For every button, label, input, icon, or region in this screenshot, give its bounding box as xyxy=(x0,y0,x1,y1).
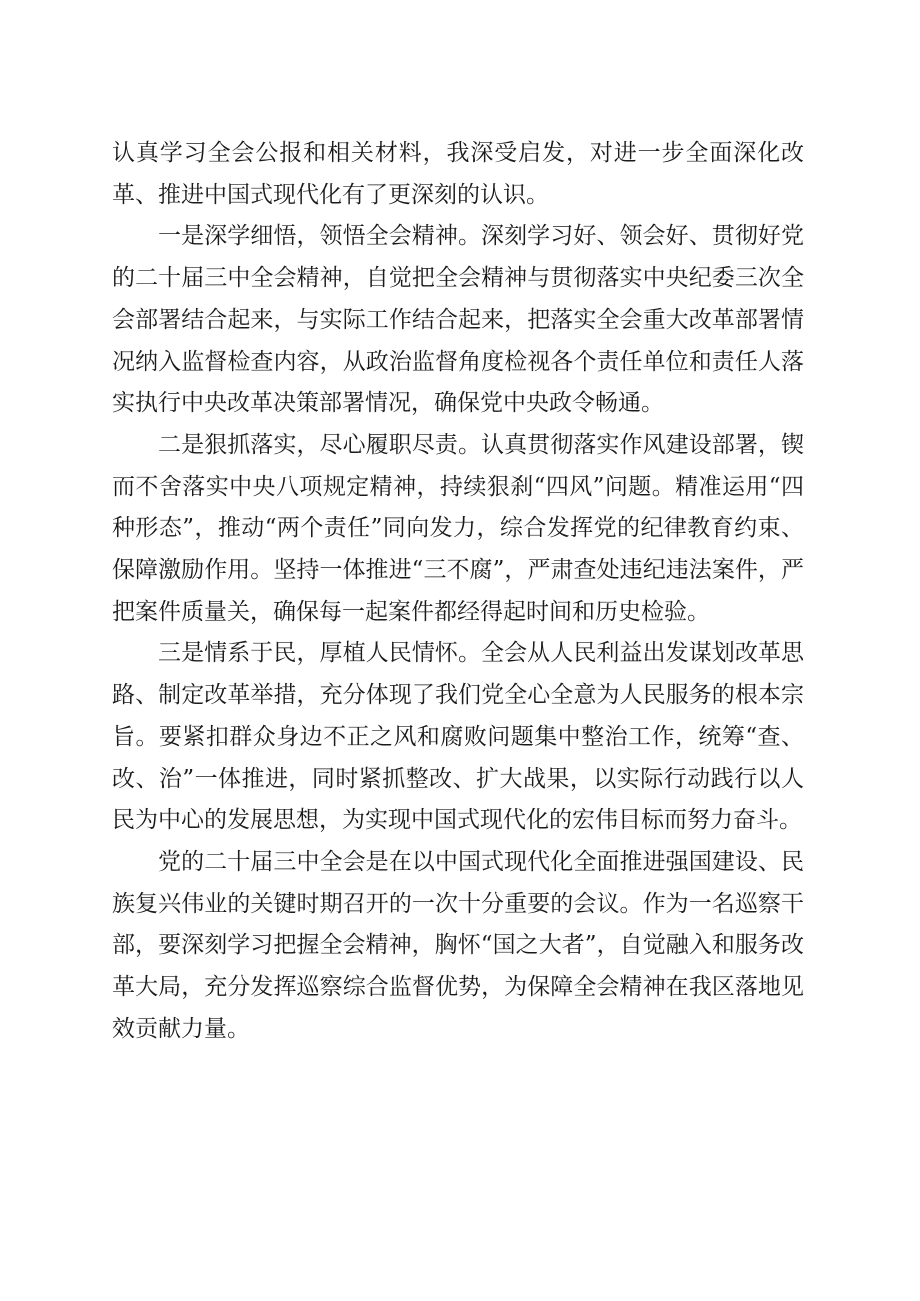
paragraph-point-one: 一是深学细悟，领悟全会精神。深刻学习好、领会好、贯彻好党的二十届三中全会精神，自觉把全会精神与贯彻落实中央纪委三次全会部署结合起来，与实际工作结合起来，把落实全会重大改革部署情况纳入监督检查内容，从政治监督角度检视各个责任单位和责任人落实执行中央改革决策部署情况，确保党中央政令畅通。 xyxy=(112,223,804,417)
paragraph-conclusion: 党的二十届三中全会是在以中国式现代化全面推进强国建设、民族复兴伟业的关键时期召开的一次十分重要的会议。作为一名巡察干部，要深刻学习把握全会精神，胸怀“国之大者”，自觉融入和服务改革大局，充分发挥巡察综合监督优势，为保障全会精神在我区落地见效贡献力量。 xyxy=(112,848,804,1042)
document-body xyxy=(112,133,804,1050)
paragraph-point-two: 二是狠抓落实，尽心履职尽责。认真贯彻落实作风建设部署，锲而不舍落实中央八项规定精神，持续狠刹“四风”问题。精准运用“四种形态”，推动“两个责任”同向发力，综合发挥党的纪律教育约束、保障激励作用。坚持一体推进“三不腐”，严肃查处违纪违法案件，严把案件质量关，确保每一起案件都经得起时间和历史检验。 xyxy=(112,431,804,625)
paragraph-point-three: 三是情系于民，厚植人民情怀。全会从人民利益出发谋划改革思路、制定改革举措，充分体现了我们党全心全意为人民服务的根本宗旨。要紧扣群众身边不正之风和腐败问题集中整治工作，统筹“查、改、治”一体推进，同时紧抓整改、扩大战果，以实际行动践行以人民为中心的发展思想，为实现中国式现代化的宏伟目标而努力奋斗。 xyxy=(112,640,804,834)
paragraph-intro: 认真学习全会公报和相关材料，我深受启发，对进一步全面深化改革、推进中国式现代化有了更深刻的认识。 xyxy=(112,140,804,208)
